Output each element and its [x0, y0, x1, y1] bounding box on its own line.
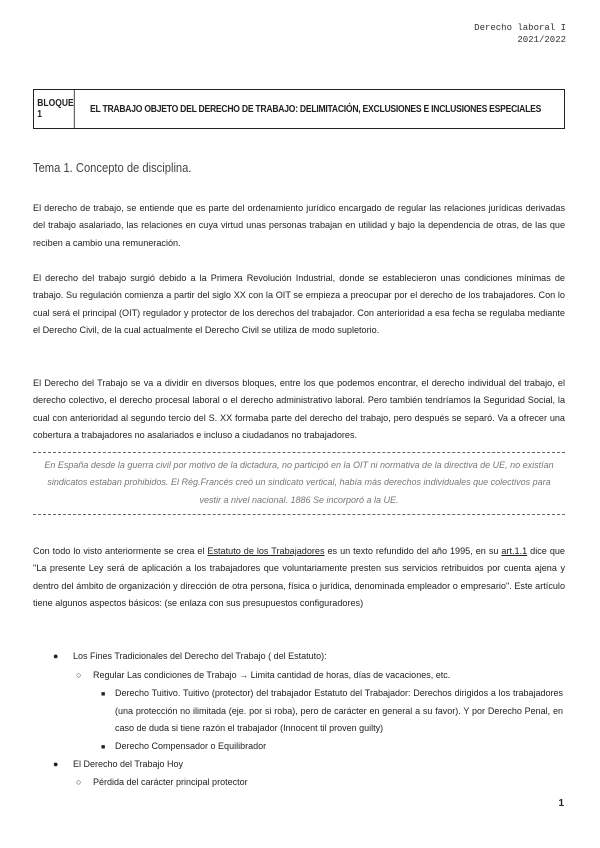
list-item-1a1: Derecho Tuitivo. Tuitivo (protector) del trabajador Estatuto del Trabajador: Derechos dirigidos a los trabajadores (una protección no ilimitada (eje. por si roba), pero de carácter en general a su favor). Y por Derecho Penal, en caso de duda si tiene razón el trabajador (Innocent til proven guilty): [115, 688, 563, 733]
list-item-2: El Derecho del Trabajo Hoy: [73, 759, 184, 769]
paragraph-4-text-b: es un texto refundido del año 1995, en su: [324, 546, 502, 556]
bullet-circle-icon: ○: [76, 777, 82, 787]
note-divider-top: [33, 452, 565, 453]
note-block: En España desde la guerra civil por motivo de la dictadura, no participó en la OIT ni normativa de la directiva de UE, no existían sindicatos estaban prohibidos. El Rég.Francés creó un sindicato vertical, había más derechos individuales que colectivos para vestir a nivel nacional. 1886 Se incorporó a la UE.: [44, 460, 554, 505]
bloque-title-cell: [78, 90, 600, 128]
header-year: 2021/2022: [517, 35, 566, 45]
list-item-1: Los Fines Tradicionales del Derecho del Trabajo ( del Estatuto):: [73, 651, 327, 661]
tema-title: Tema 1. Concepto de disciplina.: [33, 160, 192, 175]
header-subject: Derecho laboral I: [474, 23, 566, 33]
note-divider-bottom: [33, 514, 565, 515]
list-item-2a: Pérdida del carácter principal protector: [93, 777, 248, 787]
list-item-1a: Regular Las condiciones de Trabajo → Limita cantidad de horas, días de vacaciones, etc.: [93, 670, 451, 680]
bullet-disc-icon: ●: [53, 759, 59, 769]
paragraph-4-text-c: dice que "La presente Ley será de aplicación a los trabajadores que voluntariamente presten sus servicios retribuidos por cuenta ajena y dentro del ámbito de organización y dirección de otra persona, física o jurídica, denominada empleador o empresario". Este artículo tiene algunos aspectos básicos: (se enlaza con sus presupuestos configuradores): [33, 546, 565, 608]
bloque-number: BLOQUE 1: [37, 90, 74, 128]
tema-heading: [33, 160, 217, 175]
article-link[interactable]: art.1.1: [501, 546, 528, 556]
paragraph-4: [33, 543, 565, 612]
bullet-circle-icon: ○: [76, 670, 82, 680]
bloque-title: EL TRABAJO OBJETO DEL DERECHO DE TRABAJO: DELIMITACIÓN, EXCLUSIONES E INCLUSIONES ESPECIALES: [89, 103, 541, 115]
paragraph-3: El Derecho del Trabajo se va a dividir en diversos bloques, entre los que podemos encontrar, el derecho individual del trabajo, el derecho colectivo, el derecho procesal laboral o el derecho administrativo laboral. Pero también tendríamos la Seguridad Social, la cual con anterioridad al segundo tercio del S. XX formaba parte del derecho del trabajo, pero después se separó. Va a ofrecer una cobertura a trabajadores no asalariados e incluso a ciudadanos no trabajadores.: [33, 378, 565, 440]
bloque-box: [33, 89, 565, 129]
page-number: 1: [558, 798, 564, 809]
paragraph-2: El derecho del trabajo surgió debido a la Primera Revolución Industrial, donde se establecieron unas condiciones mínimas de trabajo. Su regulación comienza a partir del siglo XX con la OIT se empieza a preocupar por el derecho de los trabajadores. Con lo cual será el principal (OIT) regulador y protector de los derechos del trabajador. Con anterioridad a esa fecha se regulaba mediante el Derecho Civil, de la cual actualmente el Derecho Civil se utiliza de modo supletorio.: [33, 273, 565, 335]
bullet-disc-icon: ●: [53, 651, 59, 661]
paragraph-4-text-a: Con todo lo visto anteriormente se crea el: [33, 546, 208, 556]
bullet-square-icon: ■: [101, 691, 106, 698]
list-item-1a2: Derecho Compensador o Equilibrador: [115, 741, 267, 751]
estatuto-link[interactable]: Estatuto de los Trabajadores: [207, 546, 325, 556]
document-header: [474, 22, 566, 46]
paragraph-1: El derecho de trabajo, se entiende que es parte del ordenamiento jurídico encargado de regular las relaciones jurídicas derivadas del trabajo asalariado, las relaciones en cuya virtud unas personas trabajan en utilidad y bajo la dependencia de otras, de las que reciben a cambio una remuneración.: [33, 203, 565, 248]
bullet-square-icon: ■: [101, 744, 106, 751]
